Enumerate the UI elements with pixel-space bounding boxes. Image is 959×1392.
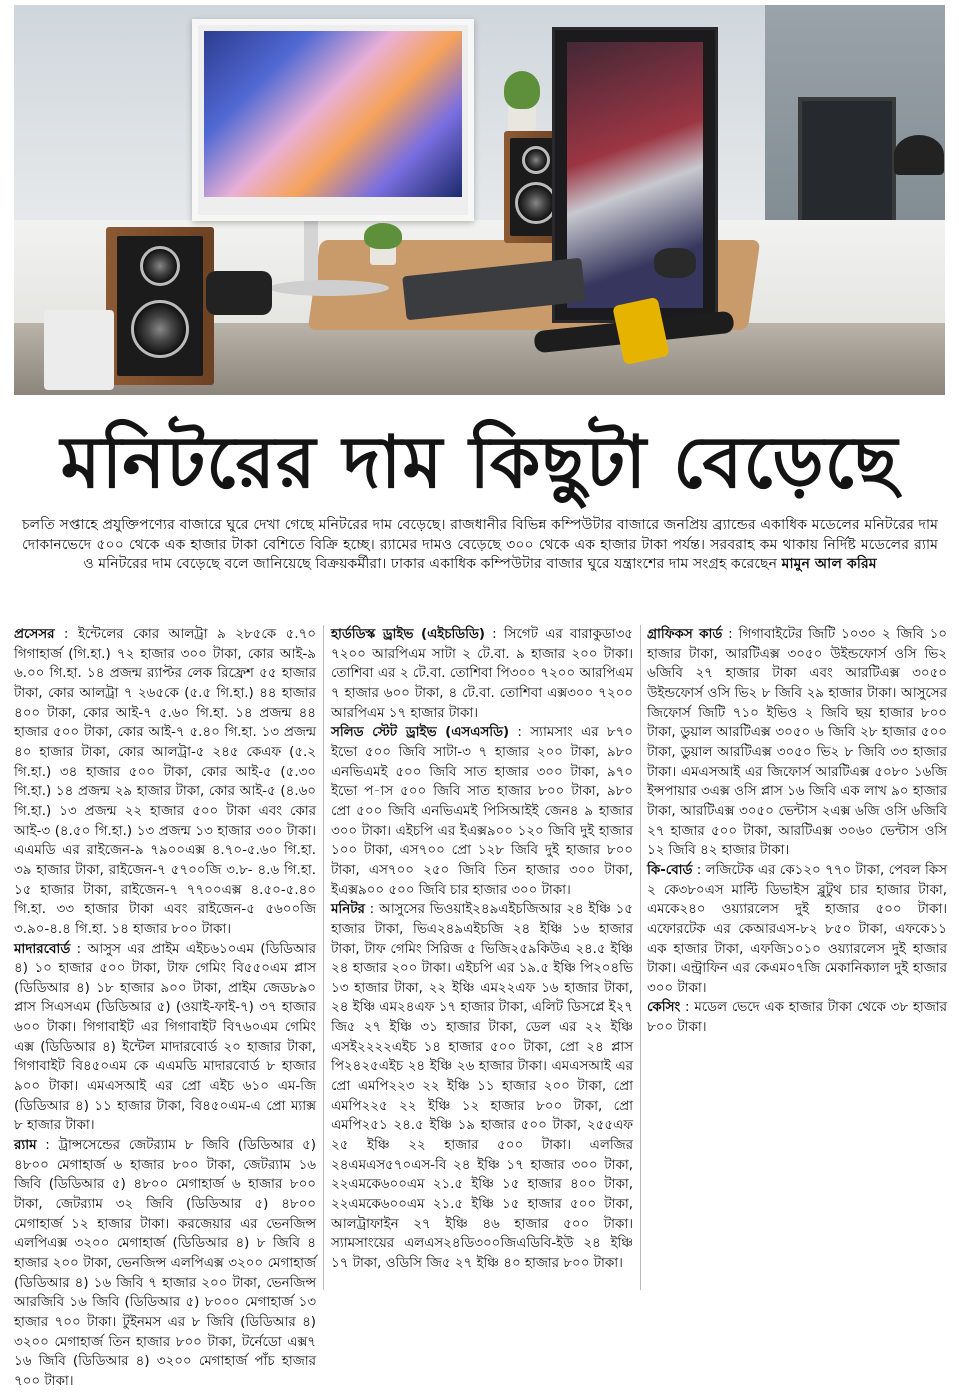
photo-mouse [654, 248, 696, 278]
section-keyboard [647, 861, 947, 999]
headline: মনিটরের দাম কিছুটা বেড়েছে [60, 420, 899, 504]
photo-monitor [192, 19, 474, 221]
section-text: : মডেল ভেদে এক হাজার টাকা থেকে ৩৮ হাজার ৮০০ টাকা। [647, 1000, 947, 1036]
section-ram [14, 1136, 316, 1392]
section-monitor [331, 900, 633, 1273]
column-divider [640, 625, 641, 1290]
section-text: : সিগেট এর বারাকুডা৩৫ ৭২০০ আরপিএম সাটা ২ টে.বা. ৯ হাজার ২০০ টাকা। তোশিবা এর ২ টে.বা. তোশিবা পি৩০০ ৭২০০ আরপিএম ৭ হাজার ৬০০ টাকা, ৪ টে.বা. তোশিবা এক্স৩০০ ৭২০০ আরপিএম ১৭ হাজার টাকা। [331, 627, 634, 721]
column-divider [323, 625, 324, 1290]
section-ssd [331, 723, 633, 900]
section-text: : লজিটেক এর কে১২০ ৭৭০ টাকা, পেবল কিস ২ কে৩৮০এস মাল্টি ডিভাইস ব্লুটুথ চার হাজার টাকা, এমকে২৪০ ওয়্যারলেস দুই হাজার ৫০০ টাকা। এফোরটেক এর কেআরএস-৮২ ৮৫০ টাকা, এফকে১১ এক হাজার টাকা, এফজি১০১০ ওয়্যারলেস দুই হাজার টাকা। এন্ট্রাফিন এর কেএম০৭জি মেকানিক্যাল দুই হাজার ৩০০ টাকা। [647, 862, 947, 996]
hero-photo [14, 5, 945, 395]
section-text: : ট্রান্সসেন্ডের জেটর‌্যাম ৮ জিবি (ডিডিআর ৫) ৪৮০০ মেগাহার্জ ৬ হাজার ৮০০ টাকা, জেটর‌্যাম ১৬ জিবি (ডিডিআর ৫) ৪৮০০ মেগাহার্জ ৬ হাজার ৮০০ টাকা, জেটর‌্যাম ৩২ জিবি (ডিডিআর ৫) ৪৮০০ মেগাহার্জ ১২ হাজার টাকা। করজেয়ার এর ভেনজিন্স এলপিএক্স ৩২০০ মেগাহার্জ (ডিডিআর ৪) ৮ জিবি ৪ হাজার ২০০ টাকা, ভেনজিন্স এলপিএক্স ৩২০০ মেগাহার্জ (ডিডিআর ৪) ১৬ জিবি ৭ হাজার ২০০ টাকা, ভেনজিন্স আরজিবি ১৬ জিবি (ডিডিআর ৫) ৮০০০ মেগাহার্জ ১৩ হাজার ৭০০ টাকা। টুইনমস এর ৮ জিবি (ডিডিআর ৪) ৩২০০ মেগাহার্জ তিন হাজার ৮০০ টাকা, টর্নেডো এক্স৭ ১৬ জিবি (ডিডিআর ৪) ৩২০০ মেগাহার্জ পাঁচ হাজার ৭০০ টাকা। [14, 1138, 316, 1389]
section-label: প্রসেসর [14, 627, 55, 642]
section-label: কেসিং [647, 1000, 681, 1016]
section-graphics-card [647, 625, 947, 861]
photo-plant [364, 223, 402, 249]
photo-plant-2 [504, 71, 540, 109]
photo-camera-lens [206, 271, 272, 315]
section-text: : ইন্টেলের কোর আলট্রা ৯ ২৮৫কে ৫.৭০ গিগাহার্জ (গি.হা.) ৭২ হাজার ৩০০ টাকা, কোর আই-৯ ৬.০০ গি.হা. ১৪ প্রজন্ম র‌্যাপ্টর লেক রিফ্রেশ ৫৫ হাজার টাকা, কোর আলট্রা ৭ ২৬৫কে (৫.৫ গি.হা.) ৪৪ হাজার ৪০০ টাকা, কোর আই-৭ ৫.৬০ গি.হা. ১৪ প্রজন্ম ৪৪ হাজার ৫০০ টাকা, কোর আই-৭ ৫.৪০ গি.হা. ১৩ প্রজন্ম ৪০ হাজার টাকা, কোর আলট্রা-৫ ২৪৫ কেএফ (৫.২ গি.হা.) ৩৪ হাজার ৫০০ টাকা, কোর আই-৫ (৫.৩০ গি.হা.) ১৪ প্রজন্ম ২৯ হাজার টাকা, কোর আই-৫ (৪.৬০ গি.হা.) ১৩ প্রজন্ম ২২ হাজার ৫০০ টাকা এবং কোর আই-৩ (৪.৫০ গি.হা.) ১৩ প্রজন্ম ১৩ হাজার ৩০০ টাকা। এএমডি এর রাইজেন-৯ ৭৯০০এক্স ৪.৭০-৫.৬০ গি.হা. ৩৯ হাজার টাকা, রাইজেন-৭ ৫৭০০জি ৩.৮- ৪.৬ গি.হা. ১৫ হাজার টাকা, রাইজেন-৭ ৭৭০০এক্স ৪.৫০-৫.৪০ গি.হা. ৩৩ হাজার টাকা এবং রাইজেন-৫ ৫৬০০জি ৩.৯০-৪.৪ গি.হা. ১৪ হাজার ৮০০ টাকা। [14, 627, 316, 937]
section-hdd [331, 625, 633, 723]
article-column-3 [647, 625, 947, 1290]
lede-text: চলতি সপ্তাহে প্রযুক্তিপণ্যের বাজারে ঘুরে দেখা গেছে মনিটরের দাম বেড়েছে। রাজধানীর বিভিন্ন কম্পিউটার বাজারে জনপ্রিয় ব্র্যান্ডের একাধিক মডেলের মনিটরের দাম দোকানভেদে ৫০০ থেকে এক হাজার টাকা বেশিতে বিক্রি হচ্ছে। র‌্যামের দামও বেড়েছে ৩০০ থেকে এক হাজার টাকা পর্যন্ত। সরবরাহ কম থাকায় নির্দিষ্ট মডেলের র‌্যাম ও মনিটরের দাম বেড়েছে বলে জানিয়েছে বিক্রয়কর্মীরা। ঢাকার একাধিক কম্পিউটার বাজার ঘুরে যন্ত্রাংশের দাম সংগ্রহ করেছেন [22, 517, 938, 573]
article-column-1 [14, 625, 316, 1389]
section-text: : আসুসের ভিওয়াই২৪৯এইচজিআর ২৪ ইঞ্চি ১৫ হাজার টাকা, ভিএ২৪৯এইচজি ২৪ ইঞ্চি ১৬ হাজার টাকা, টাফ গেমিং সিরিজ ৫ ভিজি২৫৯কিউএ ২৪.৫ ইঞ্চি ২৪ হাজার ২০০ টাকা। এইচপি এর ১৯.৫ ইঞ্চি পি২০৪ভি ১৩ হাজার টাকা, ২২ ইঞ্চি এম২২এফ ১৬ হাজার টাকা, ২৪ ইঞ্চি এম২৪এফ ১৭ হাজার টাকা, এলিট ডিসপ্লে ই২৭ জি৫ ২৭ ইঞ্চি ৩১ হাজার টাকা, ডেল এর ২২ ইঞ্চি এসই২২২২এইচ ১৪ হাজার ৫০০ টাকা, প্রো ২৪ প্লাস পি২৪২৫এইচ ২৪ ইঞ্চি ২৬ হাজার টাকা। এমএসআই এর প্রো এমপি২২৩ ২২ ইঞ্চি ১১ হাজার ২০০ টাকা, প্রো এমপি২২৫ ২২ ইঞ্চি ১২ হাজার ৮০০ টাকা, প্রো এমপি২৫১ ২৪.৫ ইঞ্চি ১৯ হাজার ৫০০ টাকা, ২৫৫এফ ২৫ ইঞ্চি ২২ হাজার ৫০০ টাকা। এলজির ২৪এমএস৫৭০এস-বি ২৪ ইঞ্চি ১৭ হাজার ৩০০ টাকা, ২২এমকে৬০০এম ২১.৫ ইঞ্চি ১৫ হাজার ৪০০ টাকা, ২২এমকে৬০০এম ২১.৫ ইঞ্চি ১৫ হাজার ৫০০ টাকা, আলট্রাফাইন ২৭ ইঞ্চি ৪৬ হাজার ৫০০ টাকা। স্যামসাংয়ের এলএস২৪ডি৩০০জিএডিবি-ইউ ২৪ ইঞ্চি ১৭ টাকা, ওডিসি জি৫ ২৭ ইঞ্চি ৪০ হাজার ৮০০ টাকা। [331, 902, 633, 1271]
photo-monitor-base [269, 280, 389, 296]
section-label: মনিটর [331, 902, 365, 918]
section-label: গ্রাফিকস কার্ড [647, 627, 723, 642]
photo-monitor-screen [204, 31, 462, 197]
photo-pen-cup [44, 310, 114, 390]
byline: মামুন আল করিম [781, 556, 877, 573]
section-label: মাদারবোর্ড [14, 941, 71, 957]
lede-paragraph [22, 516, 938, 575]
section-label: হার্ডডিস্ক ড্রাইভ (এইচডিডি) [331, 627, 485, 642]
section-processor [14, 625, 316, 940]
section-label: সলিড স্টেট ড্রাইভ (এসএসডি) [331, 725, 510, 741]
section-text: : গিগাবাইটের জিটি ১০৩০ ২ জিবি ১০ হাজার টাকা, আরটিএক্স ৩০৫০ উইন্ডফোর্স ওসি ভি২ ৬জিবি ২৭ হাজার টাকা এবং আরটিএক্স ৩০৫০ উইন্ডফোর্স ওসি ভি২ ৮ জিবি ২৯ হাজার টাকা। আসুসের জিফোর্স জিটি ৭১০ ইভিও ২ জিবি ছয় হাজার ৮০০ টাকা, ডুয়াল আরটিএক্স ৩০৫০ ৬ জিবি ২৮ হাজার ৫০০ টাকা, ডুয়াল আরটিএক্স ৩০৫০ ভি২ ৮ জিবি ৩৩ হাজার টাকা। এমএসআই এর জিফোর্স আরটিএক্স ৫০৮০ ১৬জি ইন্সপায়ার ৩এক্স ওসি প্লাস ১৬ জিবি এক লাখ ৯০ হাজার টাকা, আরটিএক্স ৩০৫০ ভেন্টাস ২এক্স ৬জি ওসি ৬জিবি ২৭ হাজার ৫০০ টাকা, আরটিএক্স ৩০৬০ ভেন্টাস ওসি ১২ জিবি ৪২ হাজার টাকা। [647, 627, 947, 859]
section-label: র‌্যাম [14, 1138, 37, 1154]
section-text: : আসুস এর প্রাইম এইচ৬১০এম (ডিডিআর ৪) ১০ হাজার ৫০০ টাকা, টাফ গেমিং বি৫৫০এম প্লাস (ডিডিআর ৪) ১৮ হাজার ৯০০ টাকা, প্রাইম জেড৮৯০ প্লাস সিএসএম (ডিডিআর ৫) (ওয়াই-ফাই-৭) ৩৭ হাজার ৬০০ টাকা। গিগাবাইট এর গিগাবাইট বি৭৬০এম গেমিং এক্স (ডিডিআর ৪) ইন্টেল মাদারবোর্ড ২০ হাজার টাকা, গিগাবাইট বি৪৫০এম কে এএমডি মাদারবোর্ড ৮ হাজার ৯০০ টাকা। এমএসআই এর প্রো এইচ ৬১০ এম-জি (ডিডিআর ৪) ১১ হাজার টাকা, বি৪৫০এম-এ প্রো ম্যাক্স ৮ হাজার টাকা। [14, 941, 316, 1134]
section-casing [647, 998, 947, 1037]
article-column-2 [331, 625, 633, 1290]
section-text: : স্যামসাং এর ৮৭০ ইভো ৫০০ জিবি সাটা-৩ ৭ হাজার ২০০ টাকা, ৯৮০ এনভিএমই ৫০০ জিবি সাত হাজার ৩০০ টাকা, ৯৭০ ইভো প-াস ৫০০ জিবি সাত হাজার ৮০০ টাকা, ৯৮০ প্রো ৫০০ জিবি এনভিএমই পিসিআইই জেন৪ ৯ হাজার ৩০০ টাকা। এইচপি এর ইএক্স৯০০ ১২০ জিবি দুই হাজার ১০০ টাকা, এস৭০০ প্রো ১২৮ জিবি দুই হাজার ৮০০ টাকা, এস৭০০ ২৫০ জিবি তিন হাজার ৩০০ টাকা, ইএক্স৯০০ ৫০০ জিবি চার হাজার ৩০০ টাকা। [331, 725, 633, 898]
photo-speaker-left [106, 227, 214, 385]
section-label: কি-বোর্ড [647, 862, 693, 878]
section-motherboard [14, 940, 316, 1137]
photo-monitor-stand [304, 215, 318, 285]
photo-lamp [894, 135, 944, 175]
